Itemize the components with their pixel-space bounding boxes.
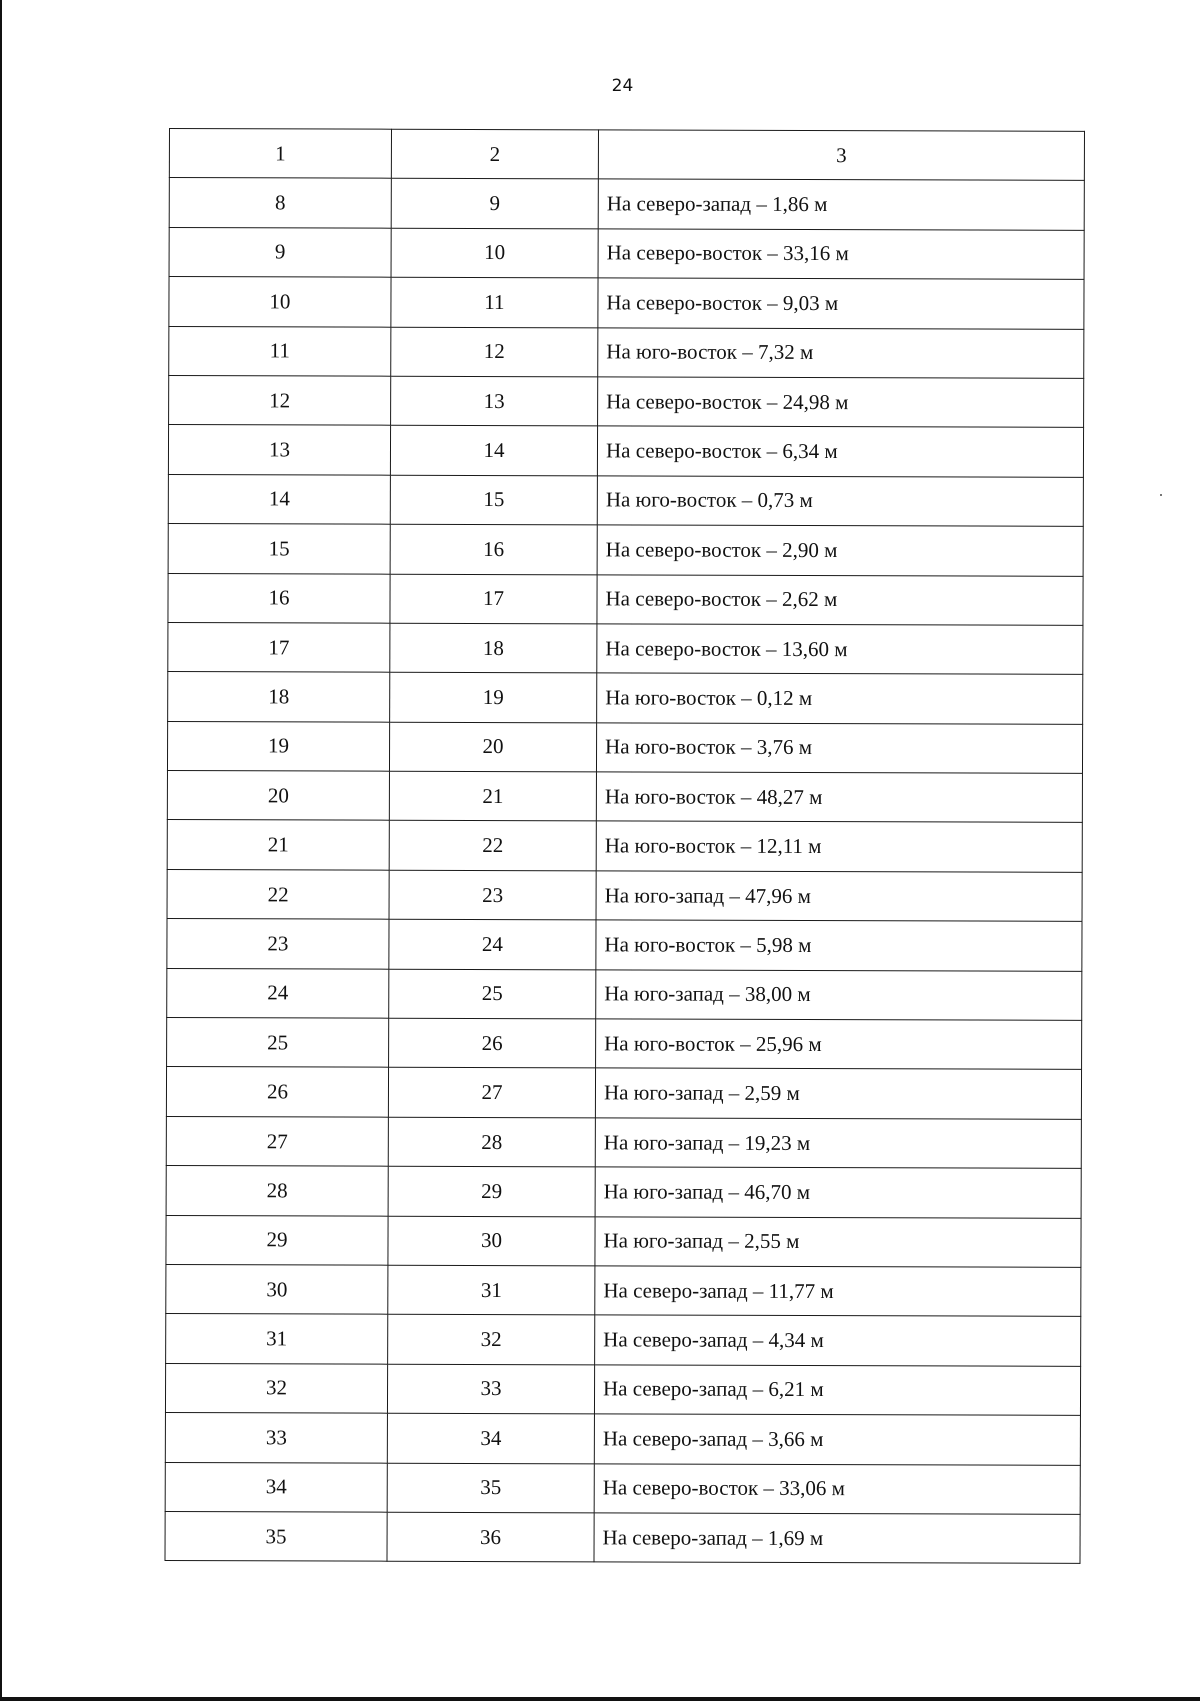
from-point-cell: 22 bbox=[167, 869, 389, 919]
to-point-cell: 10 bbox=[391, 228, 598, 278]
to-point-cell: 36 bbox=[387, 1512, 594, 1562]
direction-distance-cell: На юго-запад – 38,00 м bbox=[596, 969, 1082, 1020]
to-point-cell: 14 bbox=[390, 426, 597, 476]
to-point-cell: 21 bbox=[389, 771, 596, 821]
from-point-cell: 17 bbox=[168, 622, 390, 672]
from-point-cell: 8 bbox=[169, 178, 391, 228]
from-point-cell: 29 bbox=[166, 1215, 388, 1265]
table-row bbox=[169, 375, 1084, 427]
direction-distance-cell: На юго-запад – 19,23 м bbox=[595, 1118, 1081, 1169]
to-point-cell: 35 bbox=[387, 1463, 594, 1513]
direction-distance-cell: На юго-восток – 7,32 м bbox=[598, 327, 1084, 378]
to-point-cell: 29 bbox=[388, 1166, 595, 1216]
from-point-cell: 24 bbox=[167, 968, 389, 1018]
to-point-cell: 23 bbox=[389, 870, 596, 920]
direction-distance-cell: На юго-восток – 48,27 м bbox=[596, 772, 1082, 823]
table-row bbox=[168, 425, 1083, 477]
header-cell-col1: 1 bbox=[169, 129, 391, 179]
to-point-cell: 22 bbox=[389, 821, 596, 871]
table-row bbox=[167, 919, 1082, 971]
to-point-cell: 9 bbox=[391, 179, 598, 229]
to-point-cell: 13 bbox=[391, 376, 598, 426]
to-point-cell: 16 bbox=[390, 524, 597, 574]
direction-distance-cell: На северо-восток – 9,03 м bbox=[598, 278, 1084, 329]
direction-distance-cell: На юго-восток – 0,73 м bbox=[597, 476, 1083, 527]
scan-edge-left bbox=[0, 0, 2, 1701]
direction-distance-cell: На юго-запад – 46,70 м bbox=[595, 1167, 1081, 1218]
direction-distance-cell: На северо-восток – 2,62 м bbox=[597, 574, 1083, 625]
from-point-cell: 15 bbox=[168, 524, 390, 574]
direction-distance-cell: На юго-восток – 5,98 м bbox=[596, 920, 1082, 971]
from-point-cell: 9 bbox=[169, 227, 391, 277]
from-point-cell: 28 bbox=[166, 1166, 388, 1216]
from-point-cell: 31 bbox=[166, 1314, 388, 1364]
scan-speck bbox=[1160, 494, 1162, 496]
table-row bbox=[168, 573, 1083, 625]
direction-distance-cell: На юго-восток – 25,96 м bbox=[596, 1019, 1082, 1070]
to-point-cell: 20 bbox=[389, 722, 596, 772]
from-point-cell: 23 bbox=[167, 919, 389, 969]
table-row bbox=[168, 672, 1083, 724]
to-point-cell: 27 bbox=[388, 1068, 595, 1118]
direction-distance-cell: На юго-запад – 2,55 м bbox=[595, 1216, 1081, 1267]
direction-distance-cell: На северо-восток – 33,06 м bbox=[594, 1463, 1080, 1514]
table-row bbox=[169, 227, 1084, 279]
table-row bbox=[165, 1511, 1080, 1563]
boundary-description-table bbox=[164, 128, 1084, 1564]
to-point-cell: 28 bbox=[388, 1117, 595, 1167]
to-point-cell: 15 bbox=[390, 475, 597, 525]
from-point-cell: 21 bbox=[167, 820, 389, 870]
table-row bbox=[165, 1462, 1080, 1514]
direction-distance-cell: На юго-восток – 0,12 м bbox=[597, 673, 1083, 724]
direction-distance-cell: На северо-восток – 13,60 м bbox=[597, 624, 1083, 675]
to-point-cell: 25 bbox=[389, 969, 596, 1019]
from-point-cell: 18 bbox=[168, 672, 390, 722]
to-point-cell: 12 bbox=[391, 327, 598, 377]
direction-distance-cell: На северо-восток – 24,98 м bbox=[598, 377, 1084, 428]
to-point-cell: 30 bbox=[388, 1216, 595, 1266]
to-point-cell: 24 bbox=[389, 919, 596, 969]
direction-distance-cell: На северо-запад – 1,69 м bbox=[594, 1513, 1080, 1564]
direction-distance-cell: На юго-восток – 3,76 м bbox=[596, 723, 1082, 774]
table-row bbox=[167, 1018, 1082, 1070]
table-row bbox=[167, 869, 1082, 921]
to-point-cell: 31 bbox=[388, 1265, 595, 1315]
to-point-cell: 34 bbox=[387, 1413, 594, 1463]
scan-edge-bottom bbox=[0, 1697, 1200, 1701]
page-number: 24 bbox=[611, 76, 634, 96]
table-row bbox=[168, 474, 1083, 526]
from-point-cell: 19 bbox=[167, 721, 389, 771]
table-row bbox=[167, 968, 1082, 1020]
table-row bbox=[169, 277, 1084, 329]
to-point-cell: 26 bbox=[389, 1018, 596, 1068]
table-row bbox=[169, 178, 1084, 230]
table-body bbox=[165, 129, 1084, 1564]
to-point-cell: 11 bbox=[391, 277, 598, 327]
from-point-cell: 14 bbox=[168, 474, 390, 524]
table-row bbox=[167, 721, 1082, 773]
from-point-cell: 35 bbox=[165, 1511, 387, 1561]
table-row bbox=[169, 326, 1084, 378]
from-point-cell: 13 bbox=[168, 425, 390, 475]
header-cell-col2: 2 bbox=[391, 129, 598, 179]
direction-distance-cell: На северо-запад – 1,86 м bbox=[598, 179, 1084, 230]
table-row bbox=[167, 771, 1082, 823]
from-point-cell: 20 bbox=[167, 771, 389, 821]
table-row bbox=[166, 1264, 1081, 1316]
from-point-cell: 34 bbox=[165, 1462, 387, 1512]
direction-distance-cell: На юго-восток – 12,11 м bbox=[596, 821, 1082, 872]
direction-distance-cell: На северо-восток – 33,16 м bbox=[598, 229, 1084, 280]
table-row bbox=[165, 1413, 1080, 1465]
from-point-cell: 12 bbox=[169, 375, 391, 425]
from-point-cell: 11 bbox=[169, 326, 391, 376]
table-row bbox=[166, 1314, 1081, 1366]
from-point-cell: 33 bbox=[165, 1413, 387, 1463]
table-row bbox=[168, 622, 1083, 674]
table-row bbox=[166, 1116, 1081, 1168]
from-point-cell: 10 bbox=[169, 277, 391, 327]
direction-distance-cell: На северо-запад – 4,34 м bbox=[595, 1315, 1081, 1366]
direction-distance-cell: На северо-восток – 6,34 м bbox=[597, 426, 1083, 477]
to-point-cell: 19 bbox=[390, 672, 597, 722]
to-point-cell: 33 bbox=[387, 1364, 594, 1414]
table-row bbox=[165, 1363, 1080, 1415]
direction-distance-cell: На юго-запад – 2,59 м bbox=[595, 1068, 1081, 1119]
from-point-cell: 16 bbox=[168, 573, 390, 623]
table-row bbox=[167, 820, 1082, 872]
table-row bbox=[166, 1215, 1081, 1267]
table-row bbox=[168, 524, 1083, 576]
header-cell-col3: 3 bbox=[598, 130, 1084, 181]
direction-distance-cell: На юго-запад – 47,96 м bbox=[596, 871, 1082, 922]
from-point-cell: 30 bbox=[166, 1264, 388, 1314]
from-point-cell: 27 bbox=[166, 1116, 388, 1166]
table-row bbox=[166, 1067, 1081, 1119]
to-point-cell: 17 bbox=[390, 574, 597, 624]
table-header-row bbox=[169, 129, 1084, 181]
direction-distance-cell: На северо-запад – 11,77 м bbox=[595, 1266, 1081, 1317]
direction-distance-cell: На северо-запад – 3,66 м bbox=[594, 1414, 1080, 1465]
direction-distance-cell: На северо-запад – 6,21 м bbox=[594, 1365, 1080, 1416]
to-point-cell: 18 bbox=[390, 623, 597, 673]
from-point-cell: 25 bbox=[167, 1018, 389, 1068]
from-point-cell: 26 bbox=[166, 1067, 388, 1117]
from-point-cell: 32 bbox=[165, 1363, 387, 1413]
table-row bbox=[166, 1166, 1081, 1218]
to-point-cell: 32 bbox=[388, 1315, 595, 1365]
direction-distance-cell: На северо-восток – 2,90 м bbox=[597, 525, 1083, 576]
